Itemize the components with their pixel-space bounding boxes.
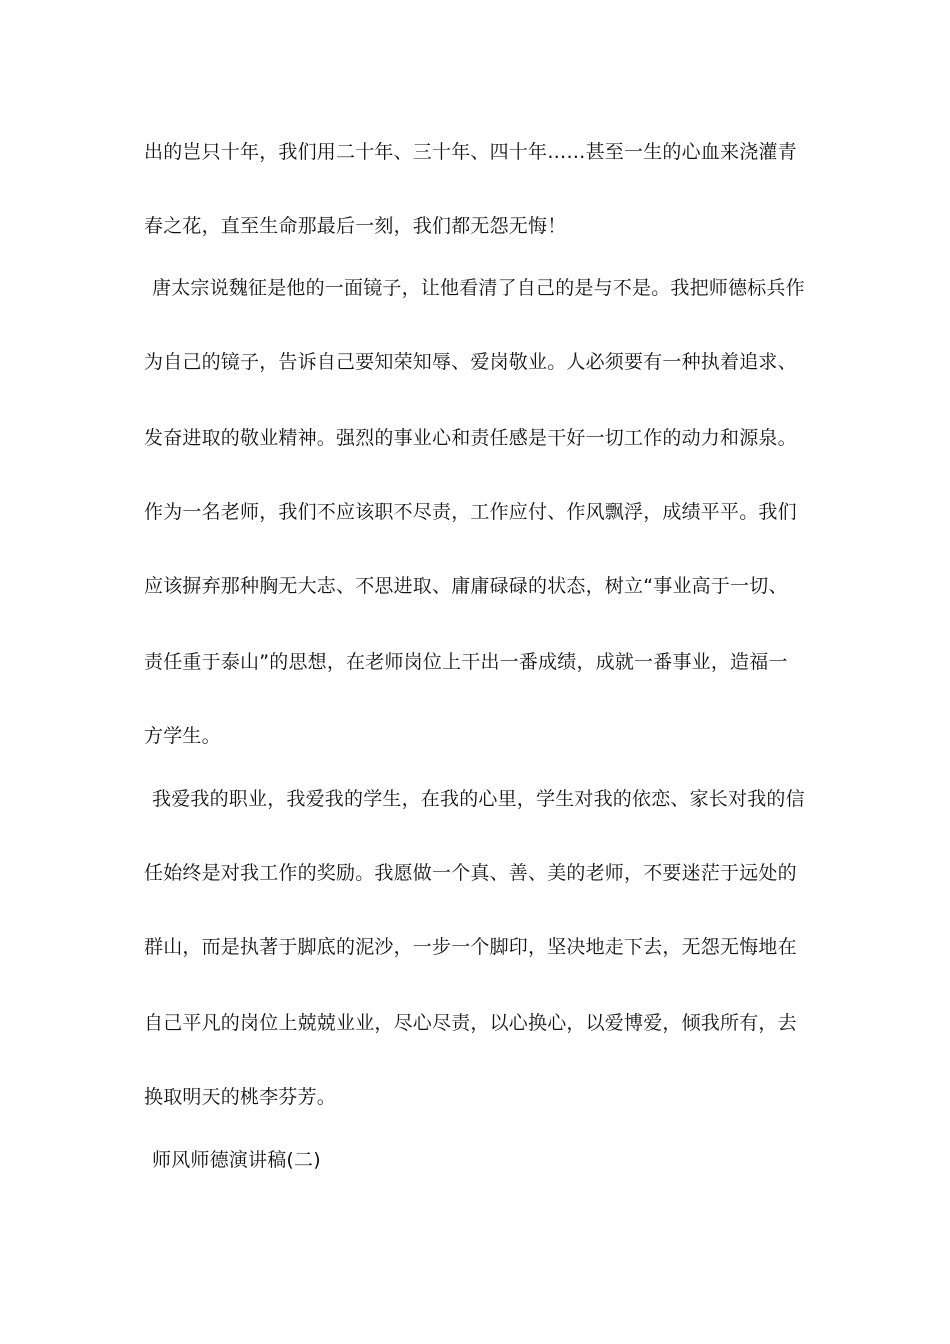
paragraph-2-line-6: 责任重于泰山”的思想，在老师岗位上干出一番成绩，成就一番事业，造福一 <box>144 651 788 673</box>
section-heading: 师风师德演讲稿(二) <box>152 1149 321 1171</box>
paragraph-3-line-1: 我爱我的职业，我爱我的学生，在我的心里，学生对我的依恋、家长对我的信 <box>152 788 805 810</box>
paragraph-2-line-1: 唐太宗说魏征是他的一面镜子，让他看清了自己的是与不是。我把师德标兵作 <box>152 277 805 299</box>
paragraph-3-line-2: 任始终是对我工作的奖励。我愿做一个真、善、美的老师，不要迷茫于远处的 <box>144 862 797 884</box>
paragraph-2-line-4: 作为一名老师，我们不应该职不尽责，工作应付、作风飘浮，成绩平平。我们 <box>144 501 797 523</box>
paragraph-2-line-7: 方学生。 <box>144 725 221 747</box>
paragraph-3-line-4: 自己平凡的岗位上兢兢业业，尽心尽责，以心换心，以爱博爱，倾我所有，去 <box>144 1012 797 1034</box>
paragraph-2-line-5: 应该摒弃那种胸无大志、不思进取、庸庸碌碌的状态，树立“事业高于一切、 <box>144 575 788 597</box>
paragraph-1-line-1: 出的岂只十年，我们用二十年、三十年、四十年……甚至一生的心血来浇灌青 <box>144 141 797 163</box>
paragraph-2-line-3: 发奋进取的敬业精神。强烈的事业心和责任感是干好一切工作的动力和源泉。 <box>144 427 797 449</box>
paragraph-3-line-5: 换取明天的桃李芬芳。 <box>144 1086 337 1108</box>
paragraph-1-line-2: 春之花，直至生命那最后一刻，我们都无怨无悔！ <box>144 215 567 237</box>
paragraph-2-line-2: 为自己的镜子，告诉自己要知荣知辱、爱岗敬业。人必须要有一种执着追求、 <box>144 351 797 373</box>
paragraph-3-line-3: 群山，而是执著于脚底的泥沙，一步一个脚印，坚决地走下去，无怨无悔地在 <box>144 936 797 958</box>
